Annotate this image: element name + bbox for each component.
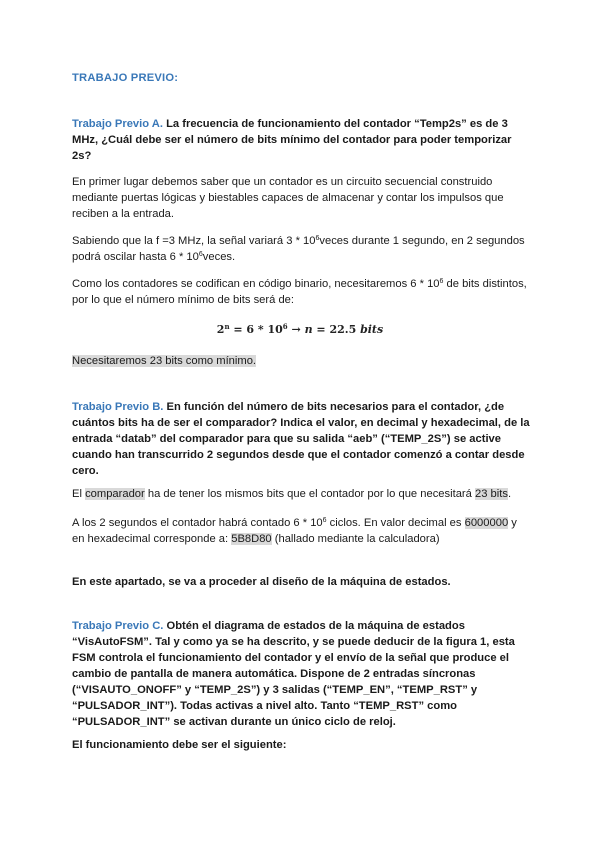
p3-text-a: Como los contadores se codifican en código binario, necesitaremos 6 * 10: [72, 278, 440, 290]
bits-formula: [0, 323, 600, 336]
section-a-paragraph-3: [72, 276, 532, 308]
formula-exp: n: [224, 322, 230, 331]
formula-base: 2: [216, 323, 225, 336]
formula-unit: bits: [360, 323, 384, 336]
comparador-highlight: comparador: [85, 488, 145, 500]
formula-var: n: [304, 323, 313, 336]
section-a-question: [72, 116, 532, 164]
p2-text-b: veces durante 1 segundo, en 2 segundos podrá oscilar hasta 6 * 10: [72, 235, 525, 263]
page-heading: TRABAJO PREVIO:: [72, 72, 179, 84]
b-p1-text-b: ha de tener los mismos bits que el contador por lo que necesitará: [144, 488, 475, 500]
section-b-question: [72, 399, 532, 479]
p2-text-c: veces.: [202, 251, 236, 263]
b-p2-sup: 6: [322, 517, 327, 524]
p3-text-b: de bits distintos, por lo que el número mínimo de bits será de:: [72, 278, 527, 306]
decimal-highlight: 6000000: [464, 517, 509, 529]
b-p1-text-c: .: [507, 488, 512, 500]
section-b-paragraph-2: [72, 515, 532, 547]
section-b-paragraph-1: [72, 486, 532, 502]
formula-eq: = 22.5: [312, 323, 361, 336]
section-a-paragraph-1: En primer lugar debemos saber que un contador es un circuito secuencial construido mediante puertas lógicas y biestables capaces de almacenar y contar los impulsos que reciben a la entrada.: [72, 176, 504, 220]
section-a-paragraph-2: [72, 233, 532, 265]
b-p2-text-d: (hallado mediante la calculadora): [271, 533, 440, 545]
fsm-intro: En este apartado, se va a proceder al diseño de la máquina de estados.: [72, 576, 451, 588]
section-b-label: Trabajo Previo B.: [72, 401, 164, 413]
section-c-question: [72, 618, 532, 730]
p2-sup2: 6: [198, 251, 203, 258]
section-a-label: Trabajo Previo A.: [72, 118, 163, 130]
operation-heading: El funcionamiento debe ser el siguiente:: [72, 739, 287, 751]
b-p2-text-b: ciclos. En valor decimal es: [326, 517, 465, 529]
formula-arrow: →: [291, 323, 301, 336]
b-p1-text-a: El: [72, 488, 86, 500]
b-p2-text-a: A los 2 segundos el contador habrá contado 6 * 10: [72, 517, 323, 529]
section-c-question-text: Obtén el diagrama de estados de la máquina de estados “VisAutoFSM”. Tal y como ya se ha descrito, y se puede deducir de la figura 1, esta FSM controla el funcionamiento del contador y el envío de la señal que produce el cambio de pantalla de manera automática. Dispone de 2 entradas síncronas (“VISAUTO_ONOFF” y “TEMP_2S”) y 3 salidas (“TEMP_EN”, “TEMP_RST” y “PULSADOR_INT”). Todas activas a nivel alto. Tanto “TEMP_RST” como “PULSADOR_INT” se activan durante un único ciclo de reloj.: [72, 620, 515, 728]
section-a-question-text: La frecuencia de funcionamiento del contador “Temp2s” es de 3 MHz, ¿Cuál debe ser el número de bits mínimo del contador para poder temporizar 2s?: [72, 118, 512, 162]
p2-text-a: Sabiendo que la f =3 MHz, la señal variará 3 * 10: [72, 235, 316, 247]
p2-sup: 6: [315, 235, 320, 242]
bits-highlight: 23 bits: [474, 488, 508, 500]
b-p2-text-c: y en hexadecimal corresponde a:: [72, 517, 517, 545]
p3-sup: 6: [439, 278, 444, 285]
section-c-label: Trabajo Previo C.: [72, 620, 164, 632]
section-b-question-text: En función del número de bits necesarios para el contador, ¿de cuántos bits ha de ser el comparador? Indica el valor, en decimal y hexadecimal, de la entrada “datab” del comparador para que su salida “aeb” (“TEMP_2S”) se active cuando han transcurrido 2 segundos desde que el contador comenzó a contar desde cero.: [72, 401, 530, 477]
formula-mid: = 6 * 10: [229, 323, 283, 336]
conclusion-highlight: Necesitaremos 23 bits como mínimo.: [72, 355, 257, 367]
hex-highlight: 5B8D80: [231, 533, 272, 545]
formula-exp2: 6: [282, 322, 288, 331]
section-a-conclusion: [72, 353, 532, 369]
